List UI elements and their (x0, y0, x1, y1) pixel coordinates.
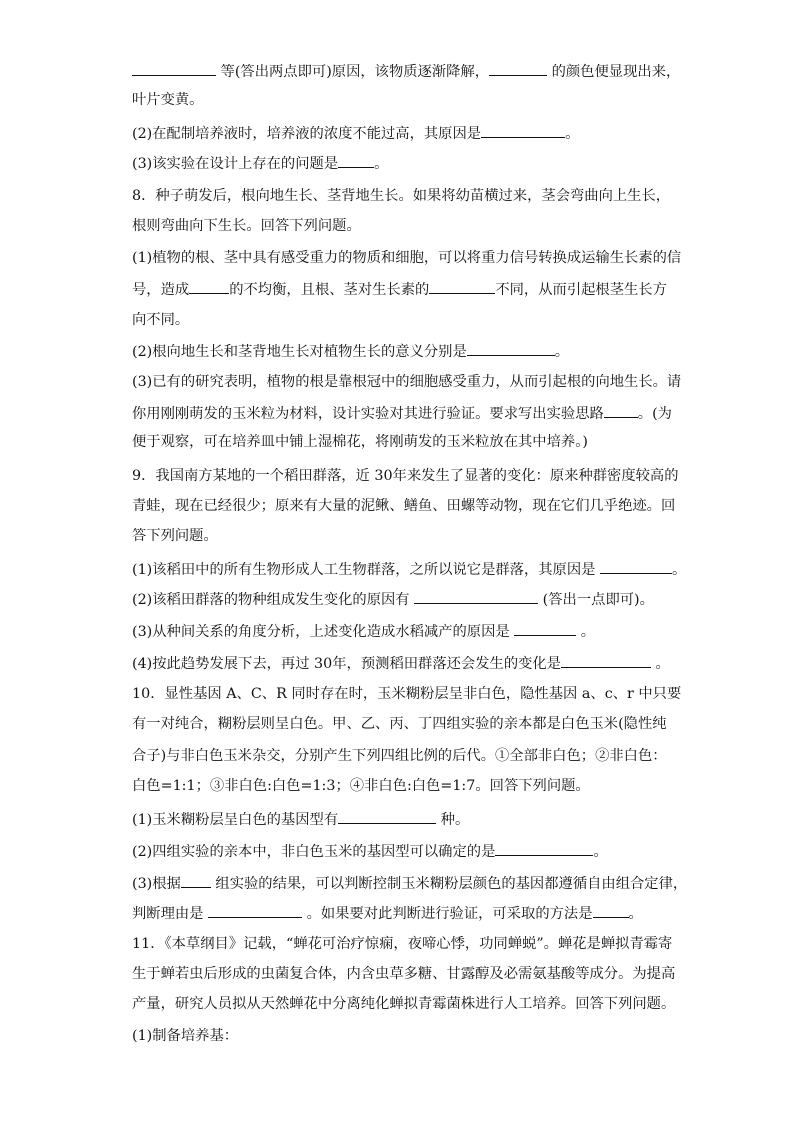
text-line (132, 840, 608, 860)
text-segment: (2)根向地生长和茎背地生长对植物生长的意义分别是 (132, 344, 467, 360)
text-segment: (1)该稻田中的所有生物形成人工生物群落，之所以说它是群落，其原因是 (132, 562, 600, 578)
text-line (132, 122, 579, 142)
text-line (132, 1026, 238, 1046)
text-segment: 。 (593, 844, 608, 860)
text-segment: 向不同。 (132, 312, 190, 328)
text-segment: 11．《本草纲目》记载，“蝉花可治疗惊痫，夜啼心悸，功同蝉蜕”。蝉花是蝉拟青霉寄 (132, 936, 673, 952)
text-segment: (2)四组实验的亲本中，非白色玉米的基因型可以确定的是 (132, 844, 496, 860)
text-line (132, 808, 469, 828)
text-line (132, 372, 681, 392)
text-segment: 。 (576, 624, 596, 640)
answer-blank[interactable] (604, 402, 638, 418)
text-segment: (1)玉米糊粉层呈白色的基因型有 (132, 812, 339, 828)
text-line (132, 60, 680, 80)
text-segment: 的不均衡，且根、茎对生长素的 (229, 282, 430, 298)
text-segment: 。如果要对此判断进行验证，可采取的方法是 (302, 906, 593, 922)
text-segment: 的颜色便显现出来， (547, 64, 681, 80)
answer-blank[interactable] (467, 340, 555, 356)
text-segment: 9．我国南方某地的一个稻田群落，近 30年来发生了显著的变化：原来种群密度较高的 (132, 468, 679, 484)
text-segment: (3)根据 (132, 876, 181, 892)
text-line (132, 310, 189, 330)
text-segment: 种。 (436, 812, 470, 828)
answer-blank[interactable] (481, 122, 565, 138)
text-segment: 答下列问题。 (132, 528, 218, 544)
text-segment: 生于蝉若虫后形成的虫菌复合体，内含虫草多糖、甘露醇及必需氨基酸等成分。为提高 (132, 966, 676, 982)
text-segment: 有一对纯合，糊粉层则呈白色。甲、乙、丙、丁四组实验的亲本都是白色玉米(隐性纯 (132, 716, 667, 732)
text-line (132, 902, 643, 922)
text-segment: (答出一点即可)。 (538, 592, 654, 608)
text-line (132, 776, 590, 796)
answer-blank[interactable] (189, 278, 229, 294)
text-segment: (4)按此趋势发展下去，再过 30年，预测稻田群落还会发生的变化是 (132, 656, 562, 672)
text-line (132, 216, 361, 236)
text-segment: 8．种子萌发后，根向地生长、茎背地生长。如果将幼苗横过来，茎会弯曲向上生长， (132, 188, 671, 204)
text-segment: 。 (672, 562, 687, 578)
text-segment: 。 (374, 156, 389, 172)
answer-blank[interactable] (489, 60, 547, 76)
text-segment: 不同，从而引起根茎生长方 (495, 282, 667, 298)
answer-blank[interactable] (429, 278, 495, 294)
text-segment: 等(答出两点即可)原因，该物质逐渐降解， (216, 64, 490, 80)
text-segment: (3)已有的研究表明，植物的根是靠根冠中的细胞感受重力，从而引起根的向地生长。请 (132, 374, 682, 390)
text-segment: 白色=1:1；③非白色:白色=1:3；④非白色:白色=1:7。回答下列问题。 (132, 778, 590, 794)
text-line (132, 684, 681, 704)
text-line (132, 588, 654, 608)
text-line (132, 186, 670, 206)
text-line (132, 558, 686, 578)
text-line (132, 496, 675, 516)
text-line (132, 248, 681, 268)
text-line (132, 652, 670, 672)
text-line (132, 714, 667, 734)
answer-blank[interactable] (593, 902, 629, 918)
answer-blank[interactable] (208, 902, 302, 918)
text-segment: (2)在配制培养液时，培养液的浓度不能过高，其原因是 (132, 126, 482, 142)
answer-blank[interactable] (600, 558, 672, 574)
answer-blank[interactable] (338, 808, 436, 824)
text-segment: 。 (565, 126, 580, 142)
text-segment: 叶片变黄。 (132, 92, 204, 108)
text-segment: 10．显性基因 A、C、R 同时存在时，玉米糊粉层呈非白色，隐性基因 a、c、r 中只要 (132, 686, 682, 702)
text-segment: 组实验的结果，可以判断控制玉米糊粉层颜色的基因都遵循自由组合定律， (210, 876, 688, 892)
text-line (132, 526, 218, 546)
text-segment: (3)该实验在设计上存在的问题是 (132, 156, 339, 172)
answer-blank[interactable] (132, 60, 216, 76)
text-line (132, 620, 595, 640)
answer-blank[interactable] (338, 152, 374, 168)
answer-blank[interactable] (561, 652, 651, 668)
text-line (132, 90, 203, 110)
text-segment: 青蛙，现在已经很少；原来有大量的泥鳅、鳝鱼、田螺等动物，现在它们几乎绝迹。回 (132, 498, 676, 514)
text-line (132, 152, 388, 172)
text-segment: 你用刚刚萌发的玉米粒为材料，设计实验对其进行验证。要求写出实验思路 (132, 406, 604, 422)
text-segment: 号，造成 (132, 282, 190, 298)
text-segment: 合子)与非白色玉米杂交，分别产生下列四组比例的后代。①全部非白色；②非白色： (132, 748, 667, 764)
answer-blank[interactable] (414, 588, 538, 604)
text-line (132, 278, 667, 298)
answer-blank[interactable] (514, 620, 576, 636)
text-line (132, 746, 667, 766)
text-line (132, 402, 672, 422)
text-segment: 根则弯曲向下生长。回答下列问题。 (132, 218, 361, 234)
text-line (132, 934, 672, 954)
text-line (132, 964, 675, 984)
text-segment: 产量，研究人员拟从天然蝉花中分离纯化蝉拟青霉菌株进行人工培养。回答下列问题。 (132, 996, 676, 1012)
answer-blank[interactable] (495, 840, 593, 856)
text-line (132, 432, 588, 452)
text-line (132, 466, 679, 486)
text-line (132, 340, 569, 360)
answer-blank[interactable] (181, 872, 211, 888)
text-line (132, 872, 687, 892)
text-segment: (2)该稻田群落的物种组成发生变化的原因有 (132, 592, 415, 608)
text-segment: (1)植物的根、茎中具有感受重力的物质和细胞，可以将重力信号转换成运输生长素的信 (132, 250, 682, 266)
text-segment: (3)从种间关系的角度分析，上述变化造成水稻减产的原因是 (132, 624, 515, 640)
text-segment: 。 (651, 656, 670, 672)
text-segment: (1)制备培养基： (132, 1028, 239, 1044)
text-segment: 。 (554, 344, 570, 360)
text-segment: 。 (628, 906, 643, 922)
text-segment: 判断理由是 (132, 906, 209, 922)
text-line (132, 994, 675, 1014)
text-segment: 。(为 (637, 406, 672, 422)
text-segment: 便于观察，可在培养皿中铺上湿棉花，将刚萌发的玉米粒放在其中培养。) (132, 434, 588, 450)
